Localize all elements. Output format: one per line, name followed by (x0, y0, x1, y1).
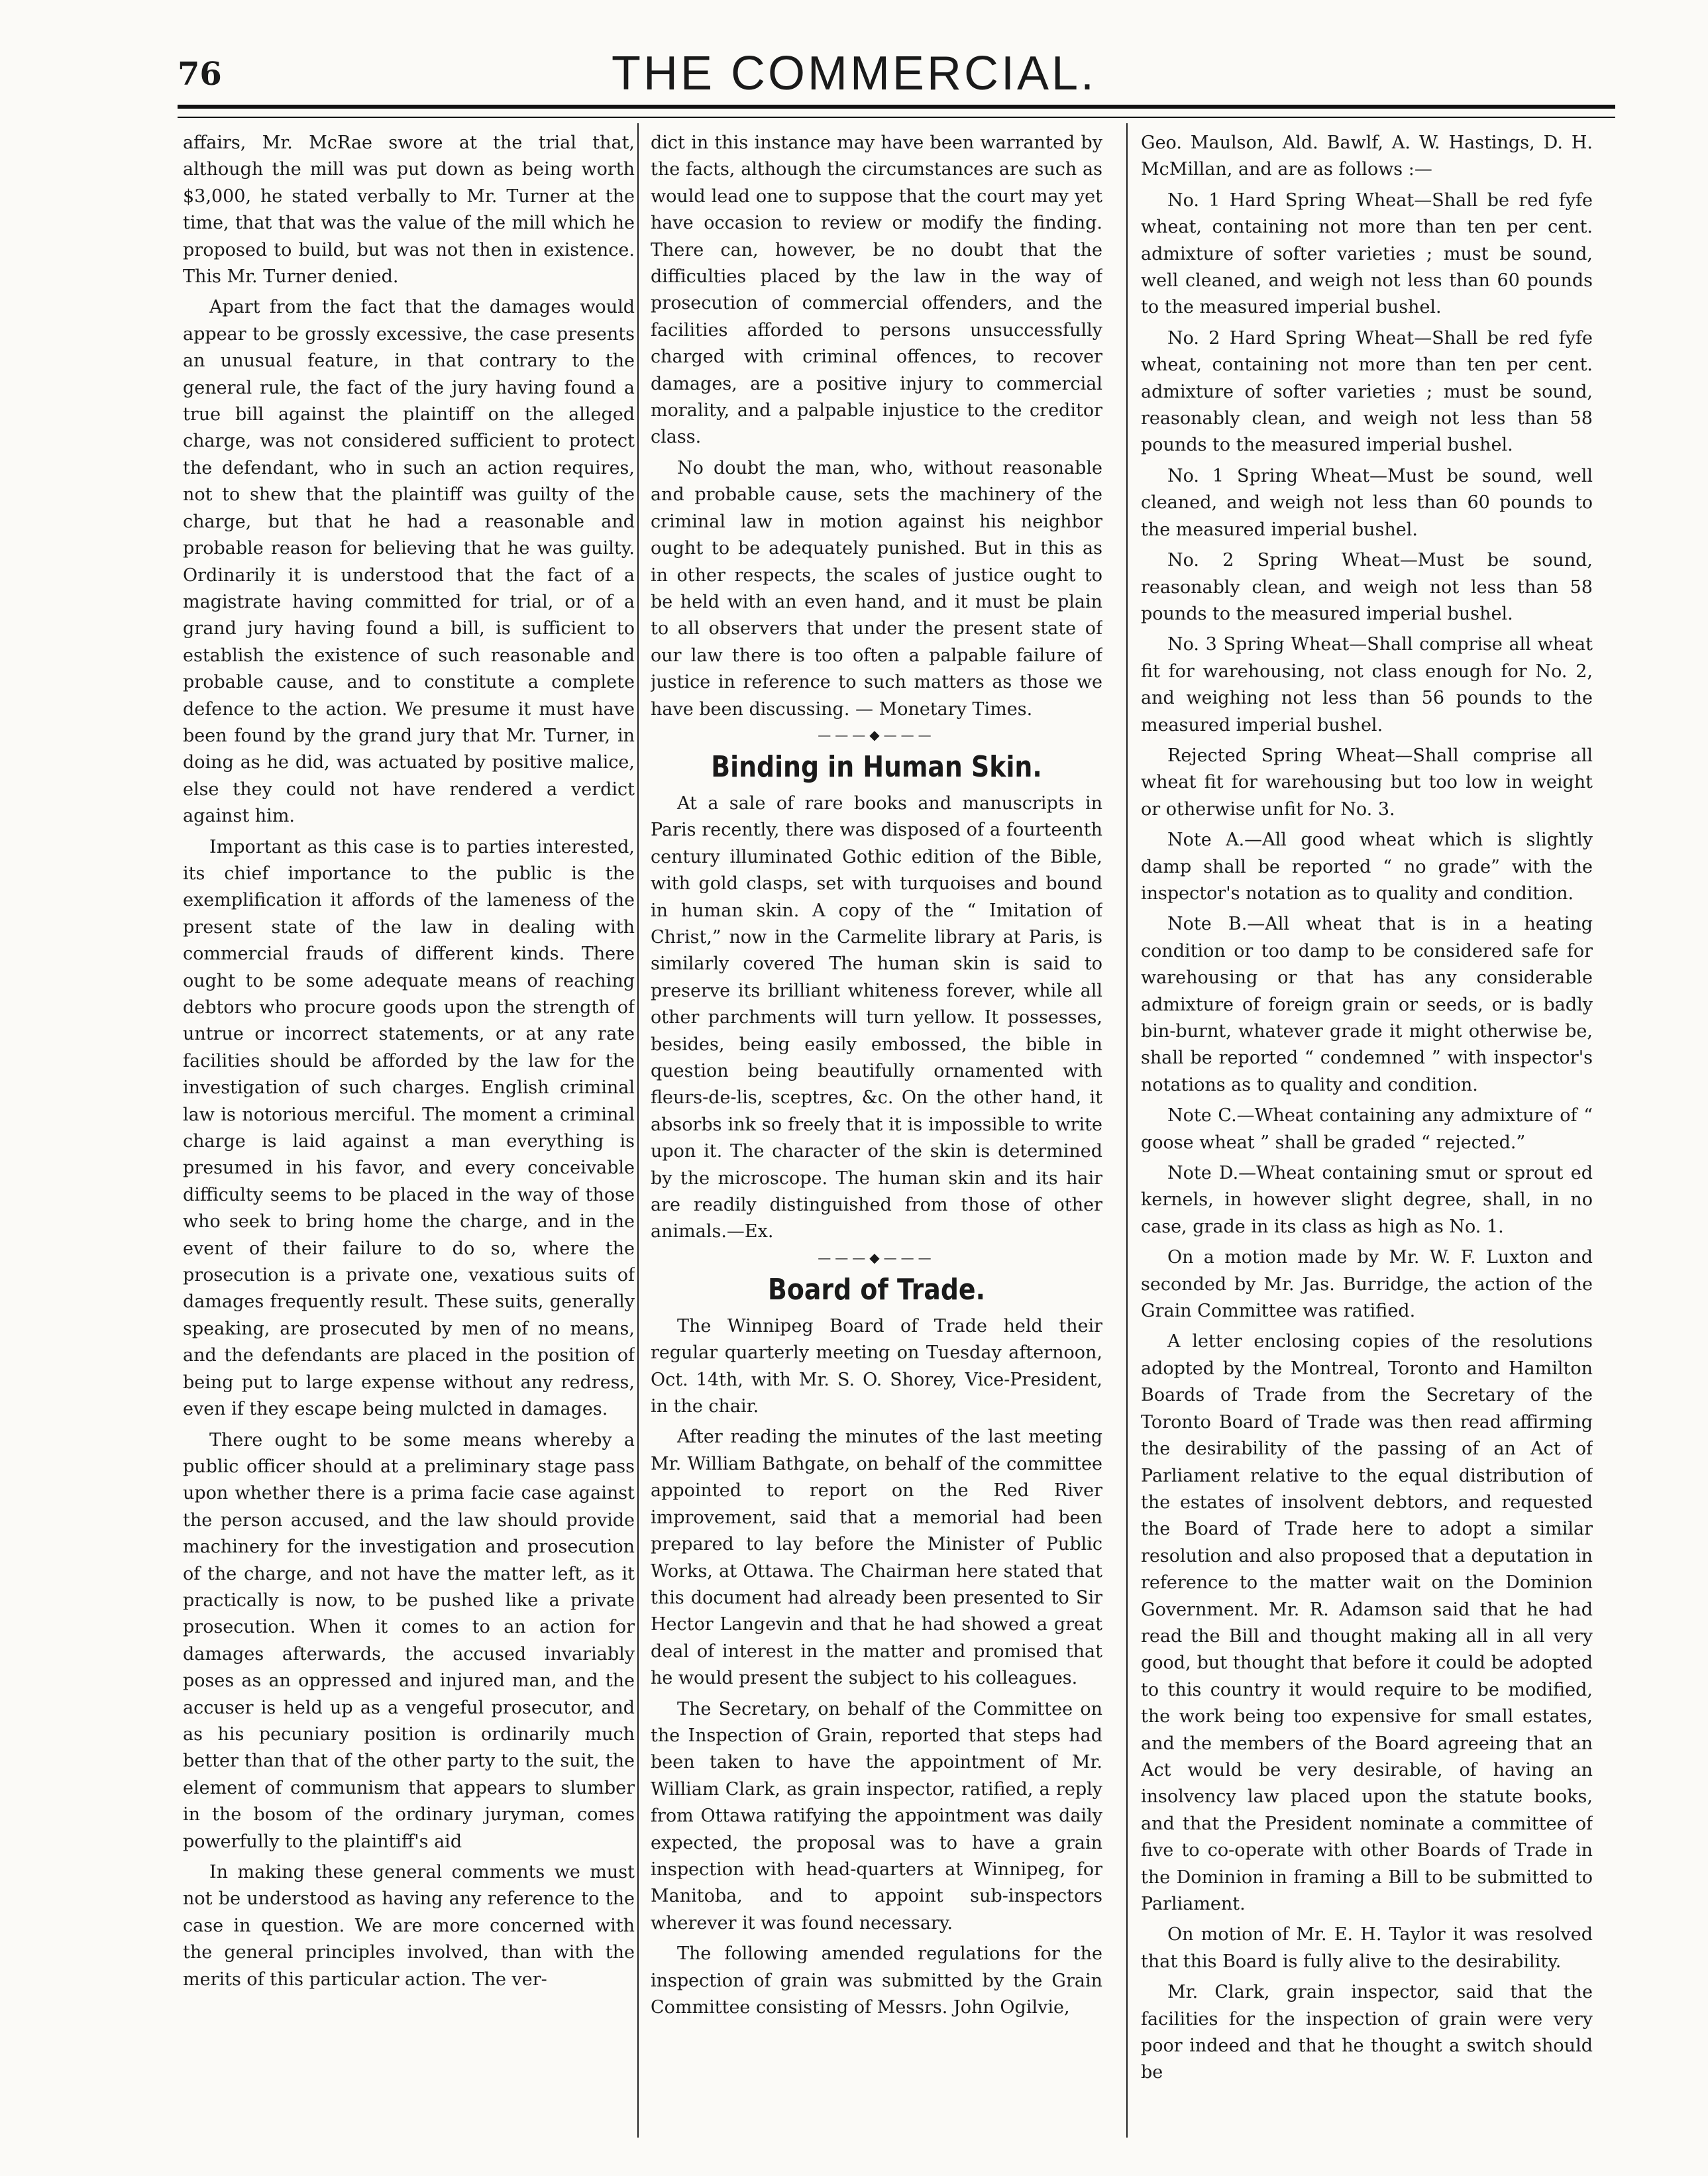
page-header (0, 0, 1708, 133)
header-rule-thick (178, 105, 1615, 109)
page-number: 76 (178, 56, 222, 93)
article-paragraph: On motion of Mr. E. H. Taylor it was resolved that this Board is fully alive to the desirability. (1141, 1924, 1593, 1972)
regulation-paragraph: No. 2 Hard Spring Wheat—Shall be red fyfe wheat, containing not more than ten per cent. admixture of softer varieties ; must be sound, reasonably clean, and weigh not less than 58 pounds to the measured imperial bushel. (1141, 327, 1593, 456)
article-paragraph: No doubt the man, who, without reasonable and probable cause, sets the machinery of the criminal law in motion against his neighbor ought to be adequately punished. But in this as in other respects, the scales of justice ought to be held with an even hand, and it must be plain to all observers that under the present state of our law there is too often a palpable failure of justice in reference to such matters as those we have been discussing. — Monetary Times. (651, 457, 1102, 720)
article-paragraph: The Winnipeg Board of Trade held their regular quarterly meeting on Tuesday afternoon, Oct. 14th, with Mr. S. O. Shorey, Vice-President, in the chair. (651, 1315, 1102, 1417)
section-separator: ———◆——— (818, 726, 935, 743)
note-paragraph: Note B.—All wheat that is in a heating condition or too damp to be considered safe for warehousing or that has any considerable admixture of foreign grain or seeds, or is badly bin-burnt, whatever grade it might otherwise be, shall be reported “ condemned ” with inspector's notations as to quality and condition. (1141, 914, 1593, 1095)
article-paragraph: Apart from the fact that the damages would appear to be grossly excessive, the case presents an unusual feature, in that contrary to the general rule, the fact of the jury having found a true bill against the plaintiff on the alleged charge, was not considered sufficient to protect the defendant, who in such an action requires, not to shew that the plaintiff was guilty of the charge, but that he had a reasonable and probable reason for believing that he was guilty. Ordinarily it is understood that the fact of a magistrate having committed for trial, or of a grand jury having found a bill, is sufficient to establish the existence of such reasonable and probable cause, and to constitute a complete defence to the action. We presume it must have been found by the grand jury that Mr. Turner, in doing as he did, was actuated by positive malice, else they could not have rendered a verdict against him. (183, 297, 635, 827)
column-divider (637, 123, 639, 2138)
section-title-binding: Binding in Human Skin. (711, 749, 1042, 784)
regulation-paragraph: No. 1 Spring Wheat—Must be sound, well cleaned, and weigh not less than 60 pounds to the measured imperial bushel. (1141, 465, 1593, 540)
article-paragraph: Geo. Maulson, Ald. Bawlf, A. W. Hastings, D. H. McMillan, and are as follows :— (1141, 133, 1593, 180)
regulation-paragraph: No. 2 Spring Wheat—Must be sound, reasonably clean, and weigh not less than 58 pounds to the measured imperial bushel. (1141, 550, 1593, 624)
article-paragraph: Important as this case is to parties interested, its chief importance to the public is the exemplification it affords of the lameness of the present state of the law in dealing with commercial frauds of different kinds. There ought to be some adequate means of reaching debtors who procure goods upon the strength of untrue or incorrect statements, or at any rate facilities should be afforded by the law for the investigation of such charges. English criminal law is notorious merciful. The moment a criminal charge is laid against a man everything is presumed in his favor, and every conceivable difficulty seems to be placed in the way of those who seek to bring home the charge, and in the event of their failure to do so, where the prosecution is a private one, vexatious suits of damages frequently result. These suits, generally speaking, are prosecuted by men of no means, and the defendants are placed in the position of being put to large expense without any redress, even if they escape being mulcted in damages. (183, 836, 635, 1420)
column-3 (1141, 130, 1593, 2131)
article-paragraph: The Secretary, on behalf of the Committee on the Inspection of Grain, reported that steps had been taken to have the appointment of Mr. William Clark, as grain inspector, ratified, a reply from Ottawa ratifying the appointment was daily expected, the proposal was to have a grain inspection with head-quarters at Winnipeg, for Manitoba, and to appoint sub-inspectors wherever it was found necessary. (651, 1698, 1102, 1933)
section-title-board: Board of Trade. (768, 1272, 985, 1307)
regulation-paragraph: No. 3 Spring Wheat—Shall comprise all wheat fit for warehousing, not class enough for No. 2, and weighing not less than 56 pounds to the measured imperial bushel. (1141, 634, 1593, 735)
article-paragraph: In making these general comments we must not be understood as having any reference to the case in question. We are more concerned with the general principles involved, than with the merits of this particular action. The ver- (183, 1862, 635, 1990)
article-paragraph: dict in this instance may have been warranted by the facts, although the circumstances are such as would lead one to suppose that the court may yet have occasion to review or modify the finding. There can, however, be no doubt that the difficulties placed by the law in the way of prosecution of commercial offenders, and the facilities afforded to persons unsuccessfully charged with criminal offences, to recover damages, are a positive injury to commercial morality, and a palpable injustice to the creditor class. (651, 133, 1102, 448)
article-paragraph: There ought to be some means whereby a public officer should at a preliminary stage pass upon whether there is a prima facie case against the person accused, and the law should provide machinery for the investigation and prosecution of the charge, and not have the matter left, as it practically is now, to be pushed like a private prosecution. When it comes to an action for damages afterwards, the accused invariably poses as an oppressed and injured man, and the accuser is held up as a vengeful prosecutor, and as his pecuniary position is ordinarily much better than that of the other party to the suit, the element of communism that appears to slumber in the bosom of the ordinary juryman, comes powerfully to the plaintiff's aid (183, 1429, 635, 1852)
masthead-title: THE COMMERCIAL. (611, 47, 1097, 100)
column-2 (651, 130, 1102, 2131)
article-paragraph: The following amended regulations for the inspection of grain was submitted by the Grain Committee consisting of Messrs. John Ogilvie, (651, 1943, 1102, 2018)
regulation-paragraph: Rejected Spring Wheat—Shall comprise all wheat fit for warehousing but too low in weight or otherwise unfit for No. 3. (1141, 745, 1593, 820)
column-1 (183, 130, 635, 2131)
article-paragraph: After reading the minutes of the last meeting Mr. William Bathgate, on behalf of the committee appointed to report on the Red River improvement, said that a memorial had been prepared to lay before the Minister of Public Works, at Ottawa. The Chairman here stated that this document had already been presented to Sir Hector Langevin and that he had showed a great deal of interest in the matter and promised that he would present the subject to his colleagues. (651, 1427, 1102, 1689)
note-paragraph: Note A.—All good wheat which is slightly damp shall be reported “ no grade” with the inspector's notation as to quality and condition. (1141, 830, 1593, 904)
note-paragraph: Note C.—Wheat containing any admixture of “ goose wheat ” shall be graded “ rejected.” (1141, 1105, 1593, 1153)
regulation-paragraph: No. 1 Hard Spring Wheat—Shall be red fyfe wheat, containing not more than ten per cent. admixture of softer varieties ; must be sound, well cleaned, and weigh not less than 60 pounds to the measured imperial bushel. (1141, 190, 1593, 318)
section-separator: ———◆——— (818, 1249, 935, 1266)
header-rule-thin (178, 117, 1615, 118)
column-divider (1126, 123, 1128, 2138)
article-paragraph: affairs, Mr. McRae swore at the trial that, although the mill was put down as being worth $3,000, he stated verbally to Mr. Turner at the time, that that was the value of the mill which he proposed to build, but was not then in existence. This Mr. Turner denied. (183, 133, 635, 288)
article-paragraph: On a motion made by Mr. W. F. Luxton and seconded by Mr. Jas. Burridge, the action of the Grain Committee was ratified. (1141, 1247, 1593, 1322)
article-paragraph: A letter enclosing copies of the resolutions adopted by the Montreal, Toronto and Hamilton Boards of Trade from the Secretary of the Toronto Board of Trade was then read affirming the desirability of the passing of an Act of Parliament relative to the equal distribution of the estates of insolvent debtors, and requested the Board of Trade here to adopt a similar resolution and also proposed that a deputation in reference to the matter wait on the Dominion Government. Mr. R. Adamson said that he had read the Bill and thought making all in all very good, but thought that before it could be adopted to this country it would require to be modified, the work being too expensive for small estates, and the members of the Board agreeing that an Act would be very desirable, of having an insolvency law placed upon the statute books, and that the President nominate a committee of five to co-operate with other Boards of Trade in the Dominion in framing a Bill to be submitted to Parliament. (1141, 1331, 1593, 1914)
article-paragraph: At a sale of rare books and manuscripts in Paris recently, there was disposed of a fourteenth century illuminated Gothic edition of the Bible, with gold clasps, set with turquoises and bound in human skin. A copy of the “ Imitation of Christ,” now in the Carmelite library at Paris, is similarly covered The human skin is said to preserve its brilliant whiteness forever, while all other parchments will turn yellow. It possesses, besides, being easily embossed, the bible in question being beautifully ornamented with fleurs-de-lis, sceptres, &c. On the other hand, it absorbs ink so freely that it is impossible to write upon it. The character of the skin is determined by the microscope. The human skin and its hair are readily distinguished from those of other animals.—Ex. (651, 792, 1102, 1242)
note-paragraph: Note D.—Wheat containing smut or sprout ed kernels, in however slight degree, shall, in no case, grade in its class as high as No. 1. (1141, 1163, 1593, 1237)
article-paragraph: Mr. Clark, grain inspector, said that the facilities for the inspection of grain were very poor indeed and that he thought a switch should be (1141, 1982, 1593, 2083)
